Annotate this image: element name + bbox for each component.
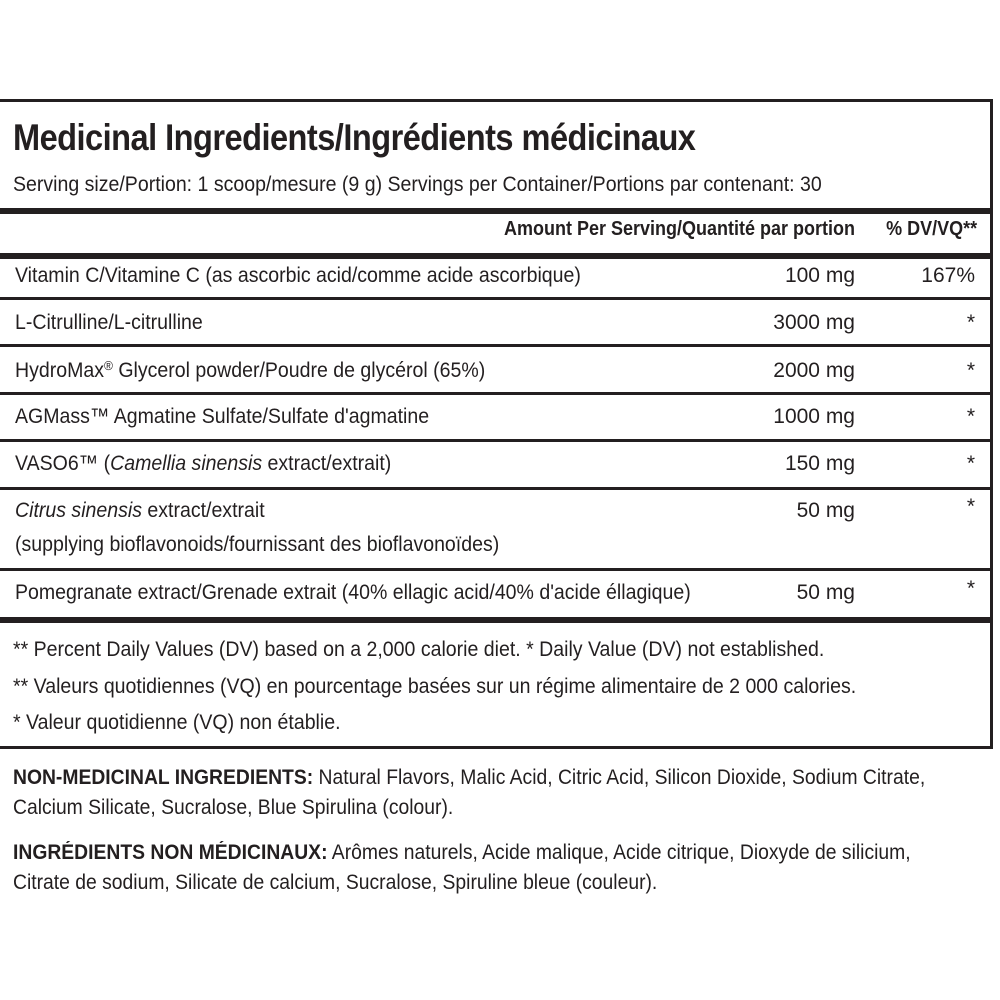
row-divider	[0, 439, 990, 442]
ingredient-name-suffix: extract/extrait	[141, 499, 265, 522]
footnote-fr-2: * Valeur quotidienne (VQ) non établie.	[13, 711, 341, 734]
ingredient-name	[15, 497, 265, 525]
footnote-divider	[0, 617, 990, 623]
ingredient-name	[15, 357, 485, 385]
row-divider	[0, 344, 990, 347]
ingredient-name-suffix: extract/extrait)	[262, 452, 392, 475]
ingredient-name: L-Citrulline/L-citrulline	[15, 311, 203, 334]
ingredient-dv: 167%	[921, 264, 975, 287]
ingredient-amount: 50 mg	[796, 581, 855, 604]
header-amount: Amount Per Serving/Quantité par portion	[503, 218, 855, 240]
ingredient-latin-name: Citrus sinensis	[15, 499, 142, 522]
header-dv: % DV/VQ**	[885, 218, 977, 240]
ingredient-dv: *	[966, 452, 975, 475]
serving-info: Serving size/Portion: 1 scoop/mesure (9 g) Servings per Container/Portions par contenant: 30	[13, 173, 822, 196]
ingredient-latin-name: Camellia sinensis	[110, 452, 263, 475]
column-header-divider	[0, 253, 990, 259]
ingredient-amount: 3000 mg	[773, 311, 855, 334]
ingredient-amount: 100 mg	[784, 264, 855, 287]
footnote-en: ** Percent Daily Values (DV) based on a 2,000 calorie diet. * Daily Value (DV) not established.	[13, 638, 825, 661]
ingredient-name-prefix: VASO6™ (	[15, 452, 111, 475]
ingredient-amount: 150 mg	[784, 452, 855, 475]
row-divider	[0, 392, 990, 395]
row-divider	[0, 568, 990, 571]
footnote-fr: ** Valeurs quotidiennes (VQ) en pourcentage basées sur un régime alimentaire de 2 000 calories.	[13, 675, 857, 698]
non-medicinal-text-fr: Arômes naturels, Acide malique, Acide citrique, Dioxyde de silicium, Citrate de sodium, Silicate de calcium, Sucralose, Spiruline bleue (couleur).	[13, 841, 911, 894]
non-medicinal-label-fr: INGRÉDIENTS NON MÉDICINAUX:	[13, 841, 328, 864]
non-medicinal-text: Natural Flavors, Malic Acid, Citric Acid, Silicon Dioxide, Sodium Citrate, Calcium Silicate, Sucralose, Blue Spirulina (colour).	[13, 766, 926, 819]
ingredient-name-suffix: Glycerol powder/Poudre de glycérol (65%)	[112, 359, 486, 382]
ingredient-name: AGMass™ Agmatine Sulfate/Sulfate d'agmatine	[15, 405, 430, 428]
ingredient-dv: *	[966, 359, 975, 382]
non-medicinal-ingredients-fr	[13, 838, 942, 898]
non-medicinal-ingredients	[13, 763, 942, 823]
ingredient-dv: *	[966, 495, 975, 518]
ingredient-amount: 2000 mg	[773, 359, 855, 382]
ingredient-dv: *	[966, 405, 975, 428]
ingredient-dv: *	[966, 577, 975, 600]
ingredient-name: Pomegranate extract/Grenade extrait (40% ellagic acid/40% d'acide éllagique)	[15, 581, 691, 604]
ingredient-name	[15, 450, 391, 478]
row-divider	[0, 487, 990, 490]
row-divider	[0, 297, 990, 300]
panel-title: Medicinal Ingredients/Ingrédients médicinaux	[13, 117, 696, 158]
header-divider	[0, 208, 990, 214]
ingredient-amount: 50 mg	[796, 499, 855, 522]
ingredient-amount: 1000 mg	[773, 405, 855, 428]
registered-mark: ®	[104, 358, 113, 373]
ingredient-dv: *	[966, 311, 975, 334]
ingredient-name-prefix: HydroMax	[15, 359, 105, 382]
non-medicinal-label: NON-MEDICINAL INGREDIENTS:	[13, 766, 314, 789]
ingredient-name: Vitamin C/Vitamine C (as ascorbic acid/comme acide ascorbique)	[15, 264, 581, 287]
ingredient-name-line2: (supplying bioflavonoids/fournissant des bioflavonoïdes)	[15, 533, 500, 556]
